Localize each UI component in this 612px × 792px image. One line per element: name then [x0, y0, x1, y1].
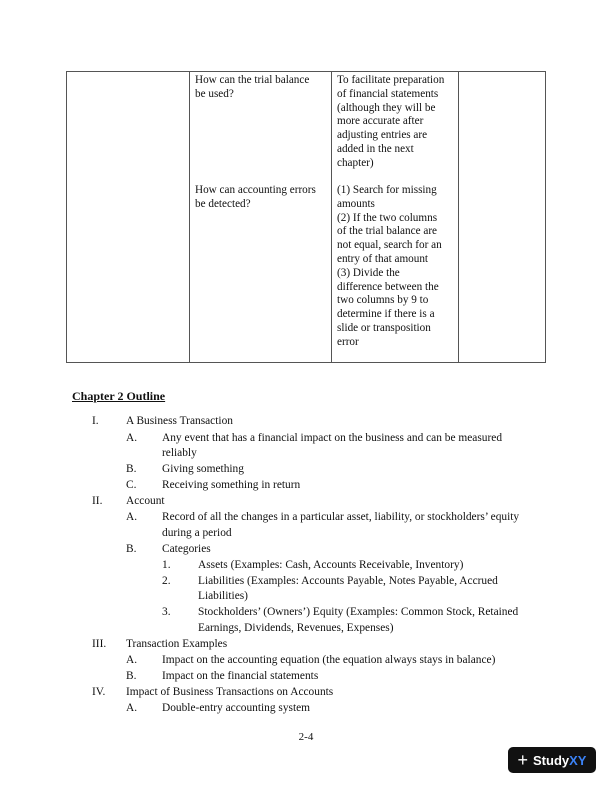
outline-marker: A.	[126, 654, 138, 666]
outline-text: Impact of Business Transactions on Accounts	[126, 686, 334, 698]
outline-heading: Chapter 2 Outline	[72, 389, 166, 403]
summary-table	[66, 71, 546, 363]
outline-marker: II.	[92, 495, 103, 507]
outline-text: Account	[126, 495, 165, 507]
answer-cell: (1) Search for missing amounts (2) If the two columns of the trial balance are not equal, search for an entry of that amount (3) Divide the difference between the two columns by 9 to determine if there is a slide or transposition error	[337, 184, 442, 348]
outline-marker: B.	[126, 670, 137, 682]
outline-marker: A.	[126, 511, 138, 523]
badge-suffix: XY	[569, 752, 587, 768]
badge-prefix: Study	[533, 752, 570, 768]
outline-text: Assets (Examples: Cash, Accounts Receivable, Inventory)	[198, 559, 464, 571]
outline-marker: C.	[126, 479, 137, 491]
outline-text: Impact on the financial statements	[162, 670, 319, 682]
outline-text: Record of all the changes in a particular asset, liability, or stockholders’ equity	[162, 511, 520, 523]
outline-text: Liabilities)	[198, 590, 248, 602]
answer-cell: To facilitate preparation of financial statements (although they will be more accurate after adjusting entries are added in the next chapter)	[337, 74, 445, 169]
outline-marker: A.	[126, 702, 138, 714]
table-divider	[458, 72, 459, 362]
outline-text: Liabilities (Examples: Accounts Payable, Notes Payable, Accrued	[198, 575, 498, 587]
outline-text: Giving something	[162, 463, 244, 475]
outline-marker: 2.	[162, 575, 171, 587]
page-number: 2-4	[298, 731, 314, 743]
outline-text: Transaction Examples	[126, 638, 228, 650]
outline-text: Earnings, Dividends, Revenues, Expenses)	[198, 622, 394, 634]
outline-marker: 3.	[162, 606, 171, 618]
outline-marker: III.	[92, 638, 107, 650]
outline-text: Stockholders’ (Owners’) Equity (Examples: Common Stock, Retained	[198, 606, 519, 618]
outline-text: during a period	[162, 527, 232, 539]
outline-text: A Business Transaction	[126, 415, 233, 427]
outline-text: Categories	[162, 543, 211, 555]
question-cell: How can accounting errors be detected?	[195, 184, 316, 210]
outline-text: Double-entry accounting system	[162, 702, 311, 714]
outline-text: Any event that has a financial impact on the business and can be measured	[162, 432, 503, 444]
outline-marker: B.	[126, 463, 137, 475]
outline-marker: A.	[126, 432, 138, 444]
outline-marker: I.	[92, 415, 99, 427]
outline-text: Receiving something in return	[162, 479, 301, 491]
outline-text: Impact on the accounting equation (the equation always stays in balance)	[162, 654, 496, 666]
outline-marker: IV.	[92, 686, 106, 698]
question-cell: How can the trial balance be used?	[195, 74, 310, 100]
studyxy-badge[interactable]	[508, 747, 596, 773]
outline-text: reliably	[162, 447, 197, 459]
outline-marker: B.	[126, 543, 137, 555]
table-divider	[331, 72, 332, 362]
table-divider	[189, 72, 190, 362]
outline-marker: 1.	[162, 559, 171, 571]
plus-icon: +	[517, 750, 529, 770]
